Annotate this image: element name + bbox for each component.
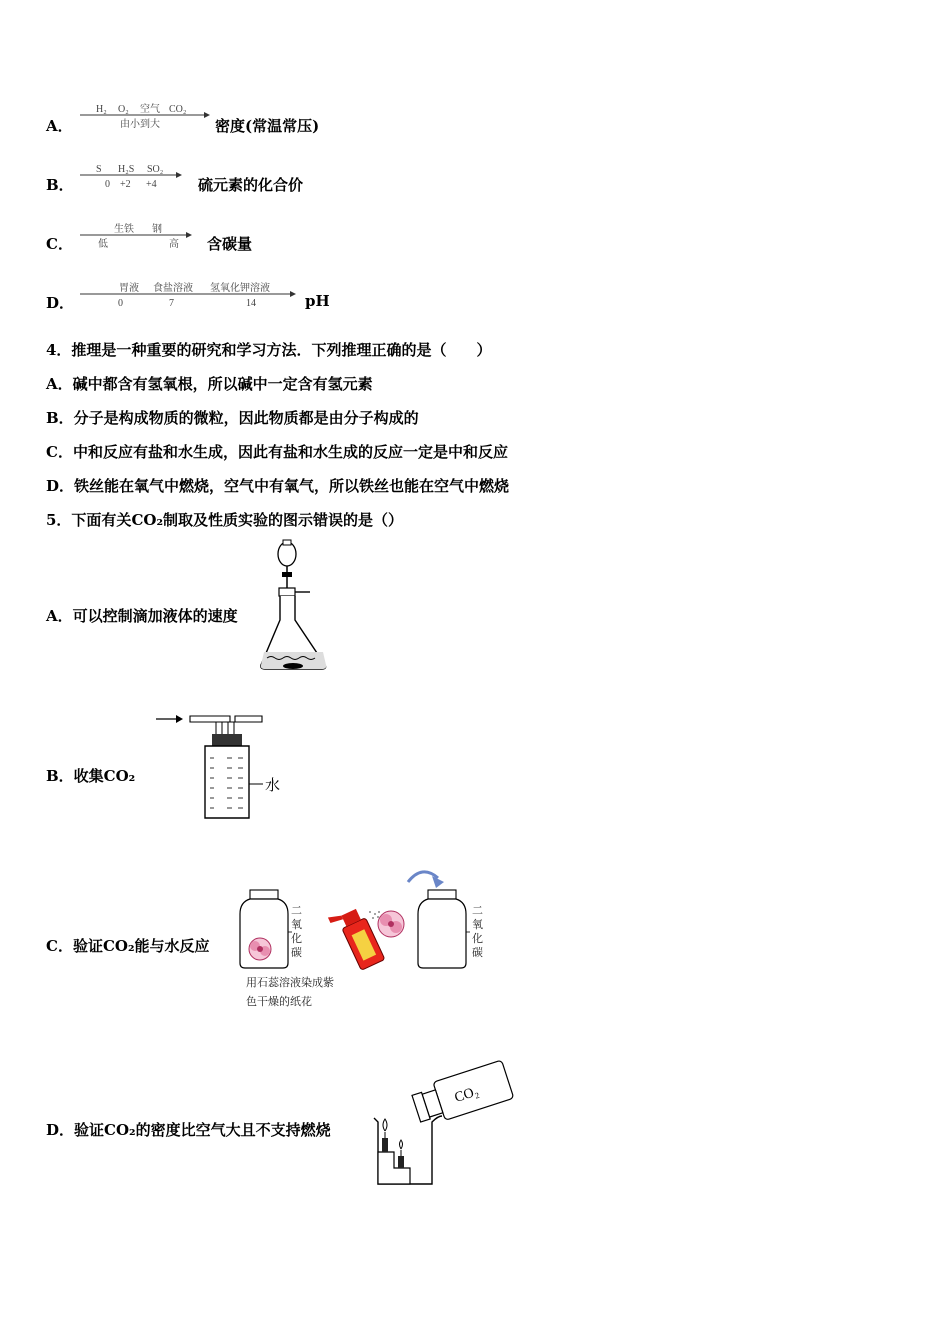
q3-c-end-0: 低 [98,239,108,250]
q3-option-b-property: 硫元素的化合价 [198,176,304,194]
q5-c-jar-label-0: 二 [291,904,302,917]
q3-d-value-2: 14 [246,298,256,309]
q5-d-bottle-label: CO₂ [452,1084,481,1106]
q5-b-gas-bottle-icon [150,708,300,823]
q3-a-item-1: O₂ [118,104,129,115]
q3-a-sub: 由小到大 [120,119,160,130]
q3-a-item-2: 空气 [140,104,160,115]
q3-option-c-axis [76,220,201,252]
q3-a-item-3: CO₂ [169,104,187,115]
q3-b-item-1: H₂S [118,164,135,175]
q5-option-b: B．收集CO₂ [46,767,136,785]
q3-b-item-0: S [96,164,102,175]
q3-option-b-axis [76,160,191,192]
q5-c-jar-label-3: 碳 [291,946,302,959]
q3-b-value-0: 0 [105,179,110,190]
q3-c-item-1: 钢 [152,224,162,235]
q5-b-water-label: 水 [265,776,281,794]
q3-d-item-2: 氢氧化钾溶液 [210,283,270,294]
q5-c-jar-label-1: 氧 [291,918,302,931]
q3-option-c-property: 含碳量 [207,235,253,253]
q3-b-value-1: +2 [120,179,131,190]
q5-c-experiment-icon [236,860,491,1015]
q5-option-a: A．可以控制滴加液体的速度 [46,607,238,625]
spray-bottle-icon [328,903,385,974]
q3-c-item-0: 生铁 [114,224,134,235]
q3-option-a-property: 密度(常温常压) [215,117,320,135]
q3-b-value-2: +4 [146,179,157,190]
q3-option-d-property: pH [305,292,330,310]
q5-c-jar2-label-2: 化 [472,932,483,945]
q3-d-value-1: 7 [169,298,174,309]
q3-option-d-axis [76,279,306,311]
flower-icon [249,938,271,960]
q3-option-d-label: D． [46,294,75,312]
q5-option-c: C．验证CO₂能与水反应 [46,937,210,955]
q5-option-d: D．验证CO₂的密度比空气大且不支持燃烧 [46,1121,331,1139]
q4-stem: 4．推理是一种重要的研究和学习方法．下列推理正确的是（ ） [46,341,492,359]
q4-option-d: D．铁丝能在氧气中燃烧，空气中有氧气，所以铁丝也能在空气中燃烧 [46,477,510,495]
q3-a-item-0: H₂ [96,104,107,115]
q3-c-end-1: 高 [169,239,179,250]
q3-b-item-2: SO₂ [147,164,164,175]
q5-c-jar2-label-0: 二 [472,904,483,917]
q3-option-b-label: B． [46,176,74,194]
q4-option-b: B．分子是构成物质的微粒，因此物质都是由分子构成的 [46,409,419,427]
q5-d-candle-beaker-icon [368,1058,518,1190]
q5-c-caption-line2: 色干燥的纸花 [246,995,312,1008]
q3-d-item-0: 胃液 [119,283,139,294]
q4-option-c: C．中和反应有盐和水生成，因此有盐和水生成的反应一定是中和反应 [46,443,508,461]
q5-c-jar2-label-1: 氧 [472,918,483,931]
q5-stem: 5．下面有关CO₂制取及性质实验的图示错误的是（） [46,511,404,529]
q5-c-jar-label-2: 化 [291,932,302,945]
flower-icon [378,911,404,937]
q5-c-caption-line1: 用石蕊溶液染成紫 [246,976,334,989]
q5-c-jar2-label-3: 碳 [472,946,483,959]
q5-a-flask-apparatus-icon [255,540,340,675]
q3-option-c-label: C． [46,235,73,253]
q4-option-a: A．碱中都含有氢氧根，所以碱中一定含有氢元素 [46,375,373,393]
q3-d-item-1: 食盐溶液 [153,283,193,294]
q3-d-value-0: 0 [118,298,123,309]
q3-option-a-label: A． [46,117,73,135]
q3-option-a-axis [76,100,211,132]
